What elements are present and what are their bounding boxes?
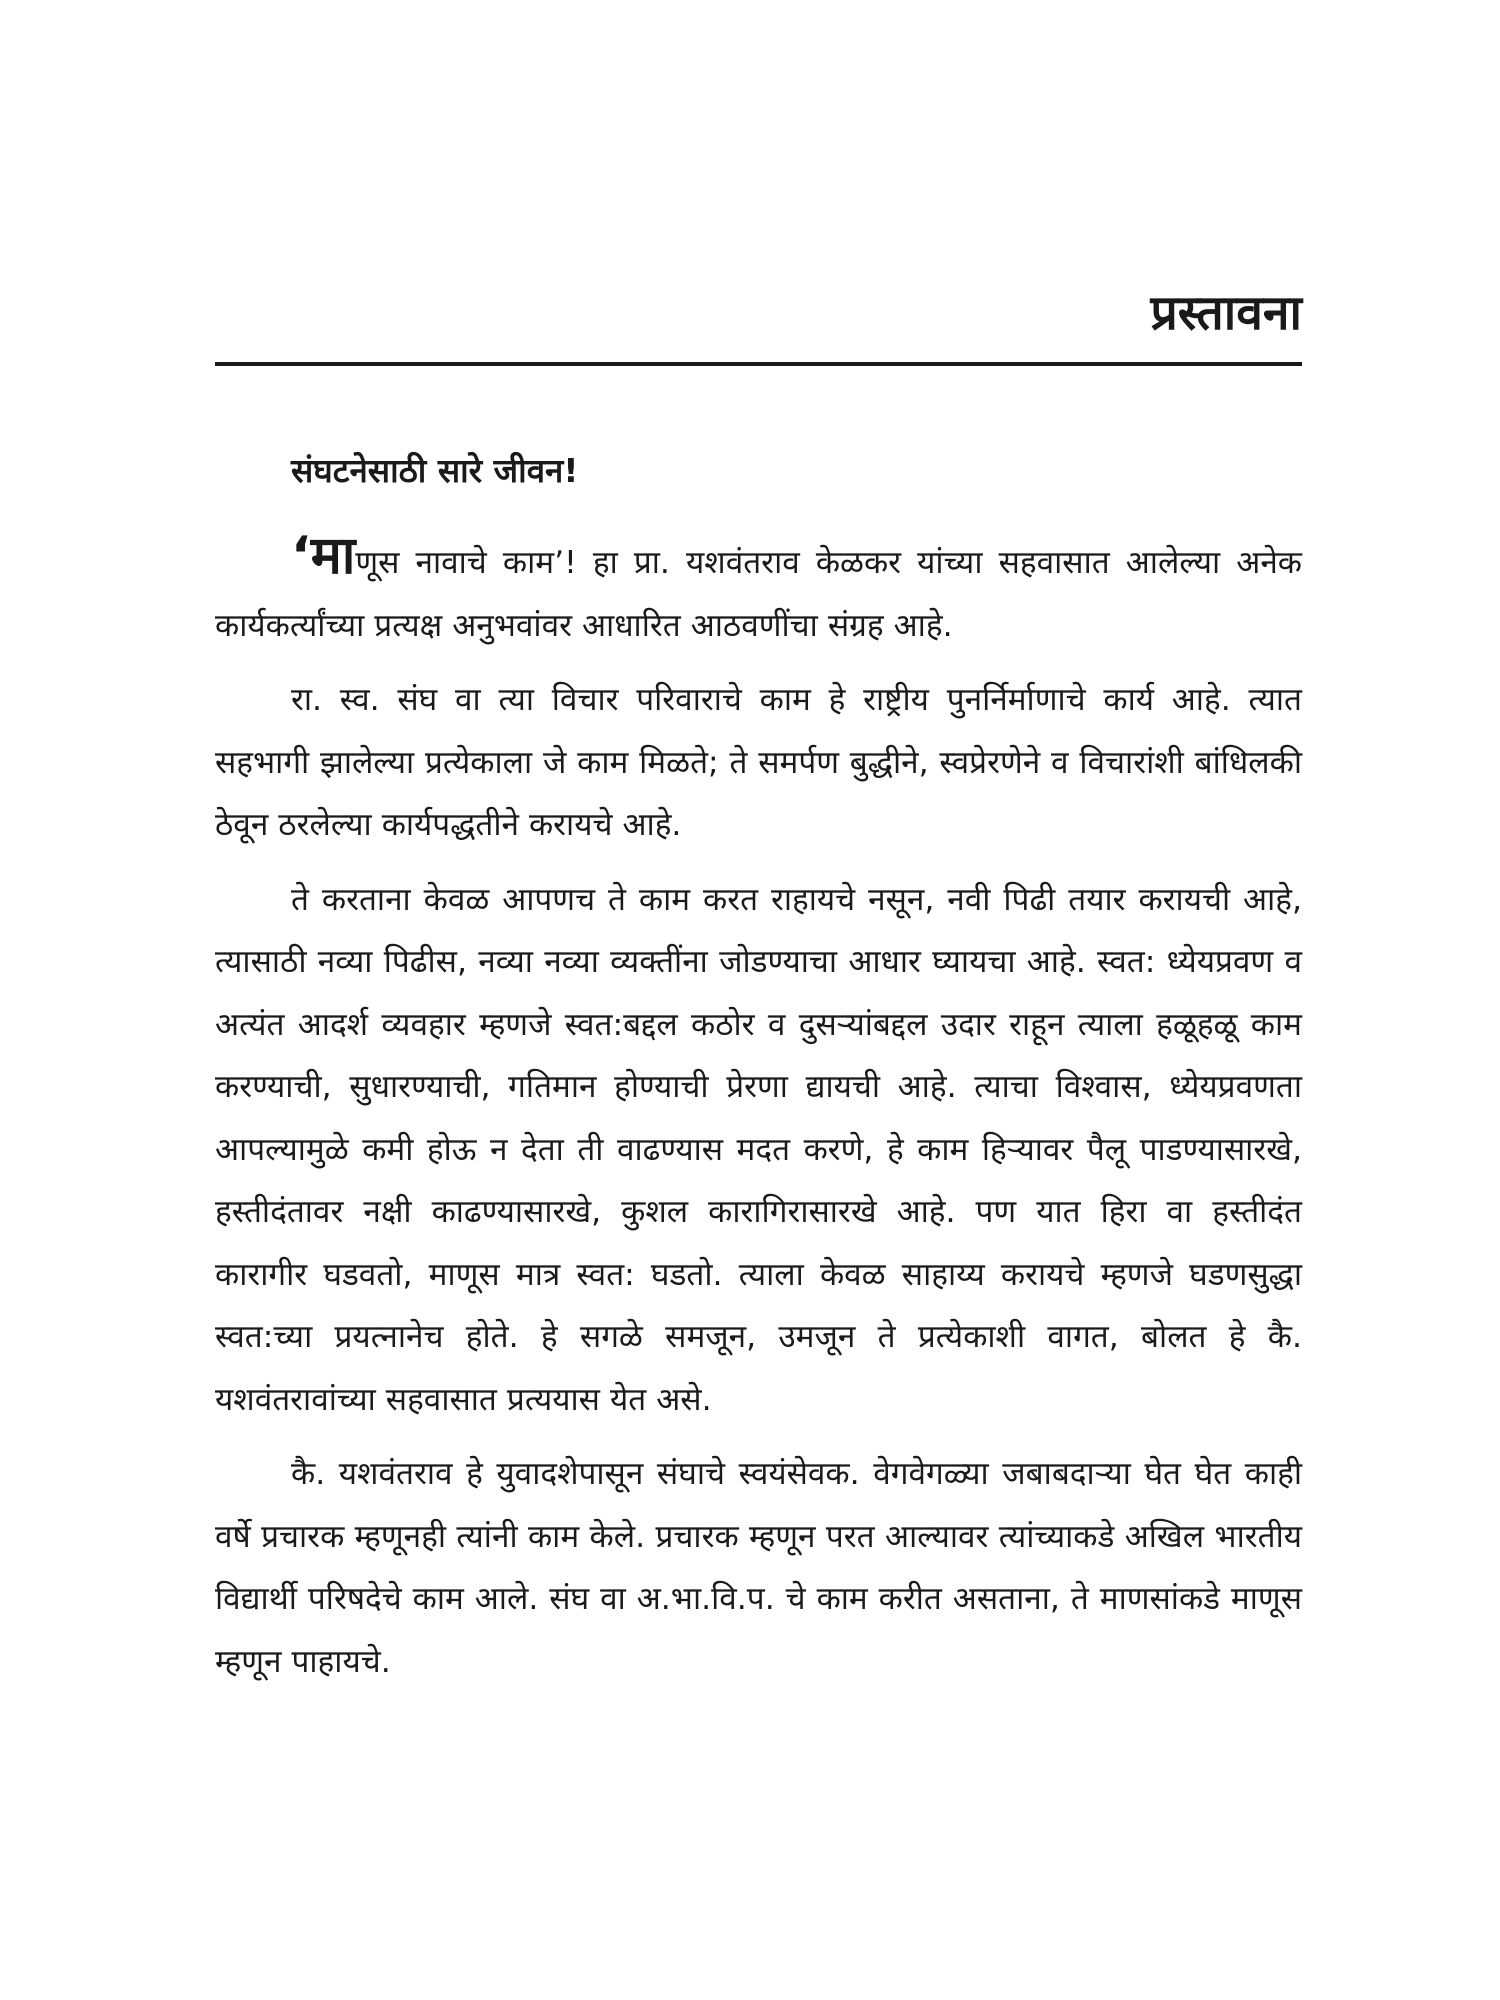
paragraph-1-text: णूस नावाचे काम’! हा प्रा. यशवंतराव केळकर यांच्या सहवासात आलेल्या अनेक कार्यकर्त्यांच्या प्रत्यक्ष अनुभवांवर आधारित आठवणींचा संग्रह आहे. [215,545,1302,644]
drop-cap: ‘मा [291,526,356,586]
paragraph-1 [215,526,1302,657]
page-title: प्रस्तावना [1150,285,1302,341]
paragraph-3: ते करताना केवळ आपणच ते काम करत राहायचे नसून, नवी पिढी तयार करायची आहे, त्यासाठी नव्या पिढीस, नव्या नव्या व्यक्तींना जोडण्याचा आधार घ्यायचा आहे. स्वत: ध्येयप्रवण व अत्यंत आदर्श व्यवहार म्हणजे स्वत:बद्दल कठोर व दुसऱ्यांबद्दल उदार राहून त्याला हळूहळू काम करण्याची, सुधारण्याची, गतिमान होण्याची प्रेरणा द्यायची आहे. त्याचा विश्वास, ध्येयप्रवणता आपल्यामुळे कमी होऊ न देता ती वाढण्यास मदत करणे, हे काम हिऱ्यावर पैलू पाडण्यासारखे, हस्तीदंतावर नक्षी काढण्यासारखे, कुशल कारागिरासारखे आहे. पण यात हिरा वा हस्तीदंत कारागीर घडवतो, माणूस मात्र स्वत: घडतो. त्याला केवळ साहाय्य करायचे म्हणजे घडणसुद्धा स्वत:च्या प्रयत्नानेच होते. हे सगळे समजून, उमजून ते प्रत्येकाशी वागत, बोलत हे कै. यशवंतरावांच्या सहवासात प्रत्ययास येत असे. [215,881,1302,1418]
heading-divider [215,362,1302,366]
body-text [215,526,1302,1705]
paragraph-4: कै. यशवंतराव हे युवादशेपासून संघाचे स्वयंसेवक. वेगवेगळ्या जबाबदाऱ्या घेत घेत काही वर्षे प्रचारक म्हणूनही त्यांनी काम केले. प्रचारक म्हणून परत आल्यावर त्यांच्याकडे अखिल भारतीय विद्यार्थी परिषदेचे काम आले. संघ वा अ.भा.वि.प. चे काम करीत असताना, ते माणसांकडे माणूस म्हणून पाहायचे. [215,1456,1302,1680]
section-subheading: संघटनेसाठी सारे जीवन! [291,451,579,490]
paragraph-2: रा. स्व. संघ वा त्या विचार परिवाराचे काम हे राष्ट्रीय पुनर्निर्माणाचे कार्य आहे. त्यात सहभागी झालेल्या प्रत्येकाला जे काम मिळते; ते समर्पण बुद्धीने, स्वप्रेरणेने व विचारांशी बांधिलकी ठेवून ठरलेल्या कार्यपद्धतीने करायचे आहे. [215,682,1302,843]
